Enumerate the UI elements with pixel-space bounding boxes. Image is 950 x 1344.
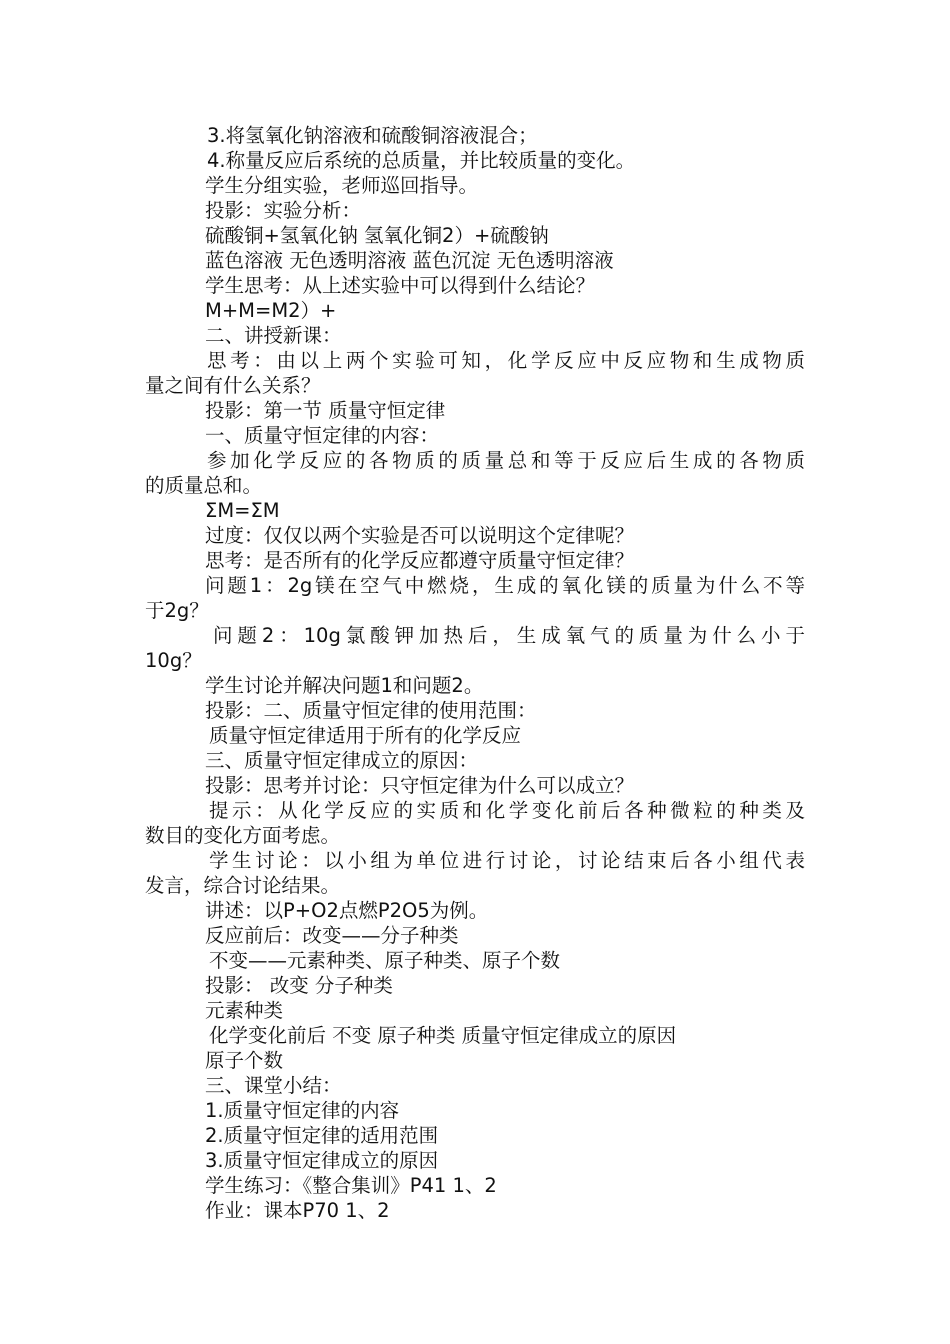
text-line: 原子个数 bbox=[205, 1049, 284, 1072]
text-line: 三、质量守恒定律成立的原因： bbox=[205, 749, 479, 772]
text-line: 思考：是否所有的化学反应都遵守质量守恒定律？ bbox=[205, 549, 635, 572]
text-line: 提示：从化学反应的实质和化学变化前后各种微粒的种类及 bbox=[209, 799, 805, 822]
text-line: 量之间有什么关系？ bbox=[145, 374, 321, 397]
text-line: 质量守恒定律适用于所有的化学反应 bbox=[209, 724, 522, 747]
text-line: 发言，综合讨论结果。 bbox=[145, 874, 341, 897]
text-line: 过度：仅仅以两个实验是否可以说明这个定律呢？ bbox=[205, 524, 635, 547]
text-line: 学生讨论并解决问题1和问题2。 bbox=[205, 674, 484, 697]
text-line: 问题2：10g氯酸钾加热后，生成氧气的质量为什么小于 bbox=[213, 624, 805, 647]
text-line: 二、讲授新课： bbox=[205, 324, 342, 347]
text-line: 4.称量反应后系统的总质量，并比较质量的变化。 bbox=[207, 149, 636, 172]
text-line: 投影：第一节 质量守恒定律 bbox=[205, 399, 446, 422]
text-line: 投影：思考并讨论：只守恒定律为什么可以成立？ bbox=[205, 774, 635, 797]
text-line: 化学变化前后 不变 原子种类 质量守恒定律成立的原因 bbox=[209, 1024, 677, 1047]
text-line: 投影：实验分析： bbox=[205, 199, 362, 222]
text-line: 蓝色溶液 无色透明溶液 蓝色沉淀 无色透明溶液 bbox=[205, 249, 614, 272]
text-line: 学生思考：从上述实验中可以得到什么结论？ bbox=[205, 274, 596, 297]
text-line: 3.将氢氧化钠溶液和硫酸铜溶液混合； bbox=[207, 124, 538, 147]
text-line: 数目的变化方面考虑。 bbox=[145, 824, 341, 847]
text-line: 一、质量守恒定律的内容： bbox=[205, 424, 440, 447]
text-line: 元素种类 bbox=[205, 999, 284, 1022]
text-line: 的质量总和。 bbox=[145, 474, 263, 497]
text-line: 参加化学反应的各物质的质量总和等于反应后生成的各物质 bbox=[207, 449, 805, 472]
text-line: 1.质量守恒定律的内容 bbox=[205, 1099, 400, 1122]
text-line: 于2g？ bbox=[145, 599, 209, 622]
text-line: M+M=M2）+ bbox=[205, 299, 337, 322]
text-line: 思考：由以上两个实验可知，化学反应中反应物和生成物质 bbox=[207, 349, 805, 372]
text-line: 问题1：2g镁在空气中燃烧，生成的氧化镁的质量为什么不等 bbox=[205, 574, 805, 597]
text-line: 2.质量守恒定律的适用范围 bbox=[205, 1124, 439, 1147]
text-line: 投影：二、质量守恒定律的使用范围： bbox=[205, 699, 537, 722]
text-line: ΣM=ΣM bbox=[205, 499, 280, 522]
text-line: 10g？ bbox=[145, 649, 202, 672]
text-line: 反应前后：改变——分子种类 bbox=[205, 924, 459, 947]
text-line: 三、课堂小结： bbox=[205, 1074, 342, 1097]
text-line: 讲述：以P+O2点燃P2O5为例。 bbox=[205, 899, 489, 922]
text-line: 学生分组实验，老师巡回指导。 bbox=[205, 174, 479, 197]
text-line: 不变——元素种类、原子种类、原子个数 bbox=[209, 949, 561, 972]
text-line: 学生讨论：以小组为单位进行讨论，讨论结束后各小组代表 bbox=[209, 849, 805, 872]
text-line: 3.质量守恒定律成立的原因 bbox=[205, 1149, 439, 1172]
text-line: 学生练习：《整合集训》P41 1、2 bbox=[205, 1174, 497, 1197]
text-line: 作业：课本P70 1、2 bbox=[205, 1199, 390, 1222]
text-line: 投影： 改变 分子种类 bbox=[205, 974, 393, 997]
text-line: 硫酸铜+氢氧化钠 氢氧化铜2）+硫酸钠 bbox=[205, 224, 549, 247]
